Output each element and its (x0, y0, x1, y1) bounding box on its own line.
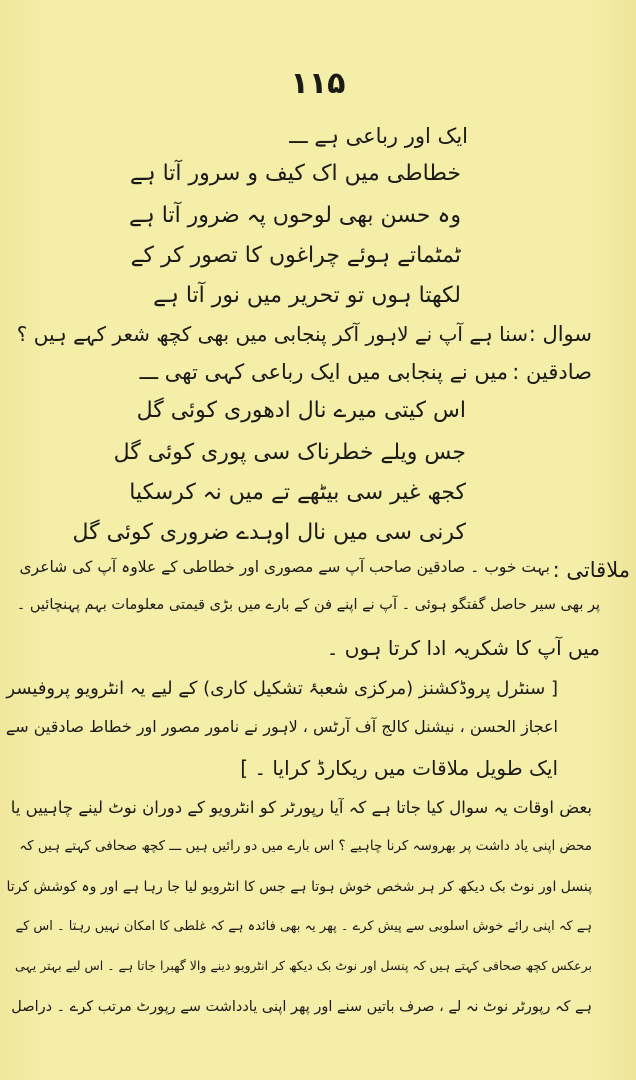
note-line: [ سنٹرل پروڈکشنز (مرکزی شعبۂ تشکیل کاری) کے لیے یہ انٹرویو پروفیسر (6, 678, 558, 699)
poem-one-line: لکھتا ہوں تو تحریر میں نور آتا ہے (153, 283, 461, 308)
closing-line: بہت خوب ۔ صادقین صاحب آپ سے مصوری اور خطاطی کے علاوہ آپ کی شاعری (19, 558, 550, 576)
question-text: سنا ہے آپ نے لاہور آکر پنجابی میں بھی کچھ شعر کہے ہیں ؟ (16, 322, 528, 346)
paragraph-line: ہے کہ رپورٹر نوٹ نہ لے ، صرف باتیں سنے اور پھر اپنی یادداشت سے رپورٹ مرتب کرے ۔ دراصل (11, 999, 592, 1015)
paragraph-line: ہے کہ اپنی رائے خوش اسلوبی سے پیش کرے ۔ پھر یہ بھی فائدہ ہے کہ غلطی کا امکان نہیں رہتا ۔ اس کے (15, 919, 592, 934)
poem-two-line: کرنی سی میں نال اوہدے ضروری کوئی گل (72, 520, 466, 545)
poem-two-line: اس کیتی میرے نال ادھوری کوئی گل (136, 398, 466, 423)
paragraph-line: بعض اوقات یہ سوال کیا جاتا ہے کہ آیا رپورٹر کو انٹرویو کے دوران نوٹ لینے چاہییں یا (10, 798, 592, 817)
closing-line: پر بھی سیر حاصل گفتگو ہوئی ۔ آپ نے اپنے فن کے بارے میں بڑی قیمتی معلومات بہم پہنچائیں ۔ (16, 597, 600, 613)
paragraph-line: محض اپنی یاد داشت پر بھروسہ کرنا چاہیے ؟ اس بارے میں دو رائیں ہیں ـــ کچھ صحافی کہتے ہیں کہ (19, 838, 592, 854)
paragraph-line: برعکس کچھ صحافی کہتے ہیں کہ پنسل اور نوٹ بک دیکھ کر انٹرویو دینے والا گھبرا جاتا ہے ۔ اس لیے بہتر یہی (15, 958, 592, 973)
closing-line: میں آپ کا شکریہ ادا کرتا ہوں ۔ (326, 636, 600, 660)
paragraph-line: پنسل اور نوٹ بک دیکھ کر ہر شخص خوش ہوتا ہے جس کا انٹرویو لیا جا رہا ہے اور وہ کوشش کرتا (6, 879, 592, 895)
answer-speaker: صادقین : (512, 360, 592, 384)
intro-line: ایک اور رباعی ہے ـــ (289, 124, 468, 148)
question-speaker: سوال : (528, 322, 592, 346)
page-number: ۱۱۵ (290, 66, 346, 101)
note-line: اعجاز الحسن ، نیشنل کالج آف آرٹس ، لاہور نے نامور مصور اور خطاط صادقین سے (5, 717, 558, 736)
answer-text: میں نے پنجابی میں ایک رباعی کہی تھی ـــ (139, 360, 508, 384)
closing-speaker: ملاقاتی : (552, 558, 630, 582)
poem-two-line: کجھ غیر سی بیٹھے تے میں نہ کرسکیا (129, 480, 466, 505)
note-line: ایک طویل ملاقات میں ریکارڈ کرایا ۔ ] (240, 756, 558, 780)
poem-two-line: جس ویلے خطرناک سی پوری کوئی گل (113, 440, 466, 465)
poem-one-line: ٹمٹماتے ہوئے چراغوں کا تصور کر کے (130, 243, 461, 268)
poem-one-line: خطاطی میں اک کیف و سرور آتا ہے (129, 161, 461, 186)
poem-one-line: وہ حسن بھی لوحوں پہ ضرور آتا ہے (128, 203, 461, 228)
